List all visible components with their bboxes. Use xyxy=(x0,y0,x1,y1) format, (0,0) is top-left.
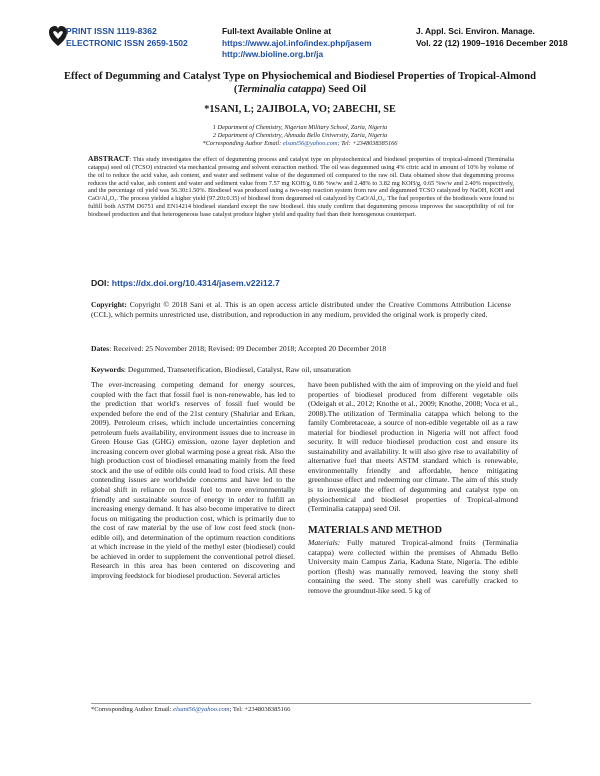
journal-name: J. Appl. Sci. Environ. Manage. xyxy=(416,26,535,36)
print-issn: PRINT ISSN 1119-8362 xyxy=(66,26,157,36)
author-email-link[interactable]: elsani56@yahoo.com xyxy=(282,140,338,148)
paper-title: Effect of Degumming and Catalyst Type on Physiochemical and Biodiesel Properties of Tropical-Almond (Terminalia catappa) Seed Oil xyxy=(63,71,536,95)
section-heading: MATERIALS AND METHOD xyxy=(308,524,442,536)
footnote-divider xyxy=(91,703,531,704)
fulltext-label: Full-text Available Online at xyxy=(222,26,332,36)
abstract xyxy=(88,155,514,219)
dates-line: Dates: Received: 25 November 2018; Revised: 09 December 2018; Accepted 20 December 2018 xyxy=(91,344,387,353)
body-column-right xyxy=(308,380,518,595)
affiliations xyxy=(60,124,540,149)
footnote-email-link[interactable]: elsani56@yahoo.com xyxy=(173,706,230,713)
corresponding-author-line: *Corresponding Author Email: elsani56@yahoo.com; Tel: +2348038385166 xyxy=(202,140,398,148)
paper-authors: *1SANI, L; 2AJIBOLA, VO; 2ABECHI, SE xyxy=(204,104,396,115)
body-column-left xyxy=(91,380,295,580)
journal-block xyxy=(416,26,568,49)
keywords-line: Keywords: Degummed, Transeterification, Biodiesel, Catalyst, Raw oil, unsaturation xyxy=(91,365,351,374)
doi-line: DOI: https://dx.doi.org/10.4314/jasem.v22i12.7 xyxy=(91,278,280,288)
issn-block xyxy=(66,26,188,49)
doi-link[interactable]: https://dx.doi.org/10.4314/jasem.v22i12.7 xyxy=(111,278,280,288)
abstract-label: ABSTRACT xyxy=(88,154,130,163)
abstract-text: : This study investigates the effect of degumming process and catalyst type on physiochemical and biodiesel properties of tropical-almond (Terminalia catappa) seed oil (TCSO) extracted via mechanical pressing and solvent extraction method. The oil was degummed using 4% citric acid in amount of 10% by volume of the oil to reduce the acid value, ash content, and water and sediment value of the degummed oil compared to the raw oil. Data obtained show that degumming process reduces the acid value, ash content and water and sediment value from 7.57 mg KOH/g, 0.86 %w/w and 2.48% to 3.82 mg KOH/g, 0.65 %w/w and 2.40% respectively, and the percentage oil yield was 56.30±1.50%. Biodiesel was produced using a two-step reaction system from raw and degummed TCSO catalyzed by NaOH, KOH and CaO/Al₂O₃. The process yielded a higher yield (97.20±0.35) of biodiesel from degummed oil catalyzed by CaO/Al₂O₃. The fuel properties of the biodiesels were found to fulfill both ASTM D6751 and EN14214 biodiesel standard except the raw biodiesel. this study confirm that degumming process improves the susceptibility of oil for biodiesel production and that heterogeneous base catalyst produce higher yield and quality fuel than their homogenous counterpart. xyxy=(88,156,514,218)
bioline-link[interactable]: http://ww.bioline.org.br/ja xyxy=(222,49,324,59)
intro-paragraph: The ever-increasing competing demand for energy sources, coupled with the fact that fossil fuel is non-renewable, has led to the prediction that world's reserves of fossil fuel would be expended before the end of the 21st century (Shahriar and Erkan, 2009). Petroleum crises, which include uncertainties concerning petroleum fuels availability, environment issues due to increase in Green House Gas (GHG) emission, ozone layer depletion and increasing concern over global warming pose a great risk. Also the high production cost of biodiesel emanating mainly from the feed stock and the use of edible oils could lead to food crisis. All these contending issues are worldwide concerns and have led to the global shift in reliance on fossil fuel to more environmentally friendly and sustainable source of energy in order to fulfill an increasing energy demand. It has also become imperative to direct focus on mitigating the production cost, which is primarily due to the cost of raw material by the use of low cost feed stock (non-edible oil), and determination of the optimum reaction conditions at which increase in the yield of the methyl ester (biodiesel) could be achieved in order to supplement the conventional petrol diesel. Research in this area has been centered on discovering and improving feedstock for biodiesel production. Several articles xyxy=(91,380,295,580)
journal-volume: Vol. 22 (12) 1909–1916 December 2018 xyxy=(416,37,568,48)
affiliation-2: 2 Department of Chemistry, Ahmadu Bello University, Zaria, Nigeria xyxy=(212,132,388,140)
fulltext-block xyxy=(222,26,372,61)
ajol-link[interactable]: https://www.ajol.info/index.php/jasem xyxy=(222,37,372,48)
copyright-notice: Copyright: Copyright © 2018 Sani et al. This is an open access article distributed under the Creative Commons Attribution License (CCL), which permits unrestricted use, distribution, and reproduction in any medium, provided the original work is properly cited. xyxy=(91,300,511,319)
intro-paragraph-continued: have been published with the aim of improving on the yield and fuel properties of biodiesel produced from different vegetable oils (Odeigah et al., 2012; Knothe et al., 2009; Knothe, 2008; Voca et al., 2008).The utilization of Terminalia catappa which belong to the family Combretaceae, a source of non-edible vegetable oil as a raw material for biodiesel production in Nigeria will not affect food security. It will reduce biodiesel production cost and ensure its sustainability and availability. It will also give rise to availability of alternative fuel that meets ASTM standard which is renewable, environmentally friendly and affordable, hence mitigating greenhouse effect and redeeming our climate. The aim of this study is to investigate the effect of degumming and catalyst type on physiochemical and biodiesel properties of Tropical-almond (Terminalia catappa) seed Oil. xyxy=(308,380,519,514)
journal-logo-icon xyxy=(48,25,68,52)
affiliation-1: 1 Department of Chemistry, Nigerian Military School, Zaria, Nigeria xyxy=(212,124,388,131)
materials-paragraph: Materials: Fully matured Tropical-almond fruits (Terminalia catappa) were collected within the premises of Ahmadu Bello University main Campus Zaria, Kaduna State, Nigeria. The edible portion (flesh) was manually removed, leaving the stony shell containing the seed. The stony shell was carefully cracked to remove the groundnut-like seed. 5 kg of xyxy=(308,538,518,595)
electronic-issn: ELECTRONIC ISSN 2659-1502 xyxy=(66,37,188,48)
footnote: *Corresponding Author Email: elsani56@yahoo.com; Tel: +2348038385166 xyxy=(91,706,291,713)
